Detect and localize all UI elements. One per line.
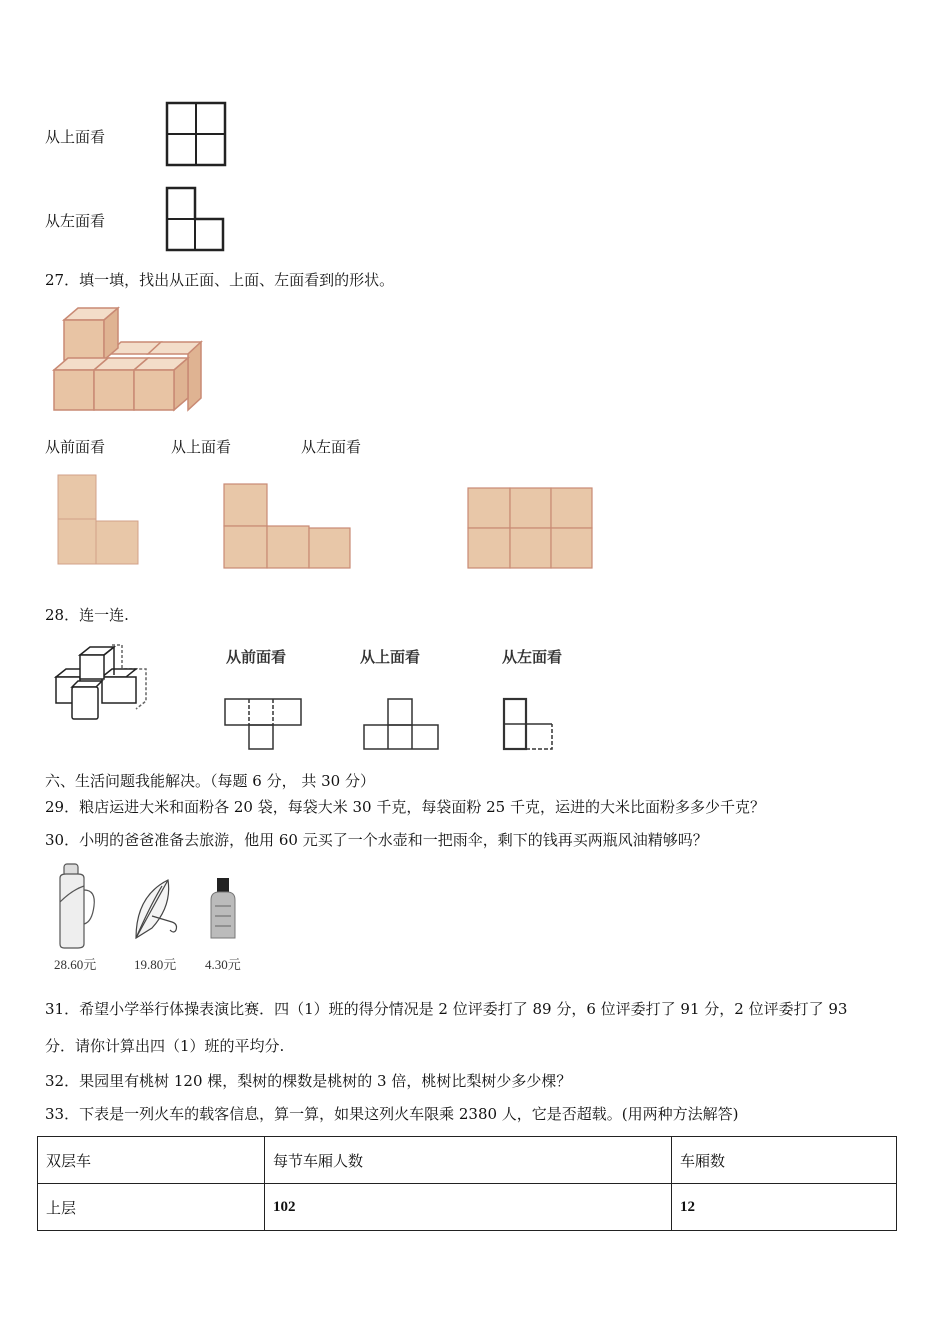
oil-bottle-price: 4.30元 [205, 957, 241, 972]
section-6-heading: 六、生活问题我能解决。（每题 6 分， 共 30 分） [45, 772, 375, 790]
table-cell: 102 [265, 1184, 672, 1231]
table-header-row [38, 1137, 897, 1184]
q27-top-view-shape [222, 482, 352, 570]
q28-cube-figure [50, 643, 150, 723]
umbrella-icon [132, 876, 182, 942]
q27-cube-stack-figure [48, 302, 206, 414]
question-27: 27．填一填，找出从正面、上面、左面看到的形状。 [45, 271, 395, 289]
left-view-l-figure [165, 186, 225, 252]
thermos-icon [52, 862, 98, 950]
oil-bottle-icon [205, 876, 241, 942]
question-30: 30．小明的爸爸准备去旅游，他用 60 元买了一个水壶和一把雨伞，剩下的钱再买两瓶风油精够吗？ [45, 831, 708, 849]
left-view-label: 从左面看 [45, 212, 106, 230]
table-cell: 上层 [38, 1184, 265, 1231]
question-31-line-1: 31．希望小学举行体操表演比赛．四（1）班的得分情况是 2 位评委打了 89 分，6 位评委打了 91 分，2 位评委打了 93 [45, 1000, 848, 1018]
question-32: 32．果园里有桃树 120 棵，梨树的棵数是桃树的 3 倍，桃树比梨树少多少棵？ [45, 1072, 572, 1090]
question-29: 29．粮店运进大米和面粉各 20 袋，每袋大米 30 千克，每袋面粉 25 千克，运进的大米比面粉多多少千克？ [45, 798, 765, 816]
thermos-price: 28.60元 [54, 957, 97, 972]
top-view-label: 从上面看 [45, 128, 106, 146]
q28-t-shape-figure [223, 697, 303, 751]
q28-top-view-label: 从上面看 [360, 648, 421, 666]
table-header-cell: 每节车厢人数 [265, 1137, 672, 1184]
top-view-grid-figure [165, 101, 227, 167]
table-row [38, 1184, 897, 1231]
table-cell: 12 [672, 1184, 897, 1231]
q27-front-view-label: 从前面看 [45, 438, 106, 456]
train-capacity-table [37, 1136, 897, 1231]
q28-left-view-label: 从左面看 [502, 648, 563, 666]
q27-front-view-shape [55, 474, 141, 568]
q28-inverted-t-figure [362, 697, 440, 751]
q27-left-view-shape [466, 486, 594, 570]
q27-left-view-label: 从左面看 [301, 438, 362, 456]
question-28: 28．连一连. [45, 606, 129, 624]
question-33: 33．下表是一列火车的载客信息，算一算，如果这列火车限乘 2380 人，它是否超载。(用两种方法解答) [45, 1105, 739, 1123]
umbrella-price: 19.80元 [134, 957, 177, 972]
table-header-cell: 双层车 [38, 1137, 265, 1184]
q28-l-shape-figure [502, 697, 556, 751]
q28-front-view-label: 从前面看 [226, 648, 287, 666]
q27-top-view-label: 从上面看 [171, 438, 232, 456]
table-header-cell: 车厢数 [672, 1137, 897, 1184]
question-31-line-2: 分．请你计算出四（1）班的平均分. [45, 1037, 285, 1055]
